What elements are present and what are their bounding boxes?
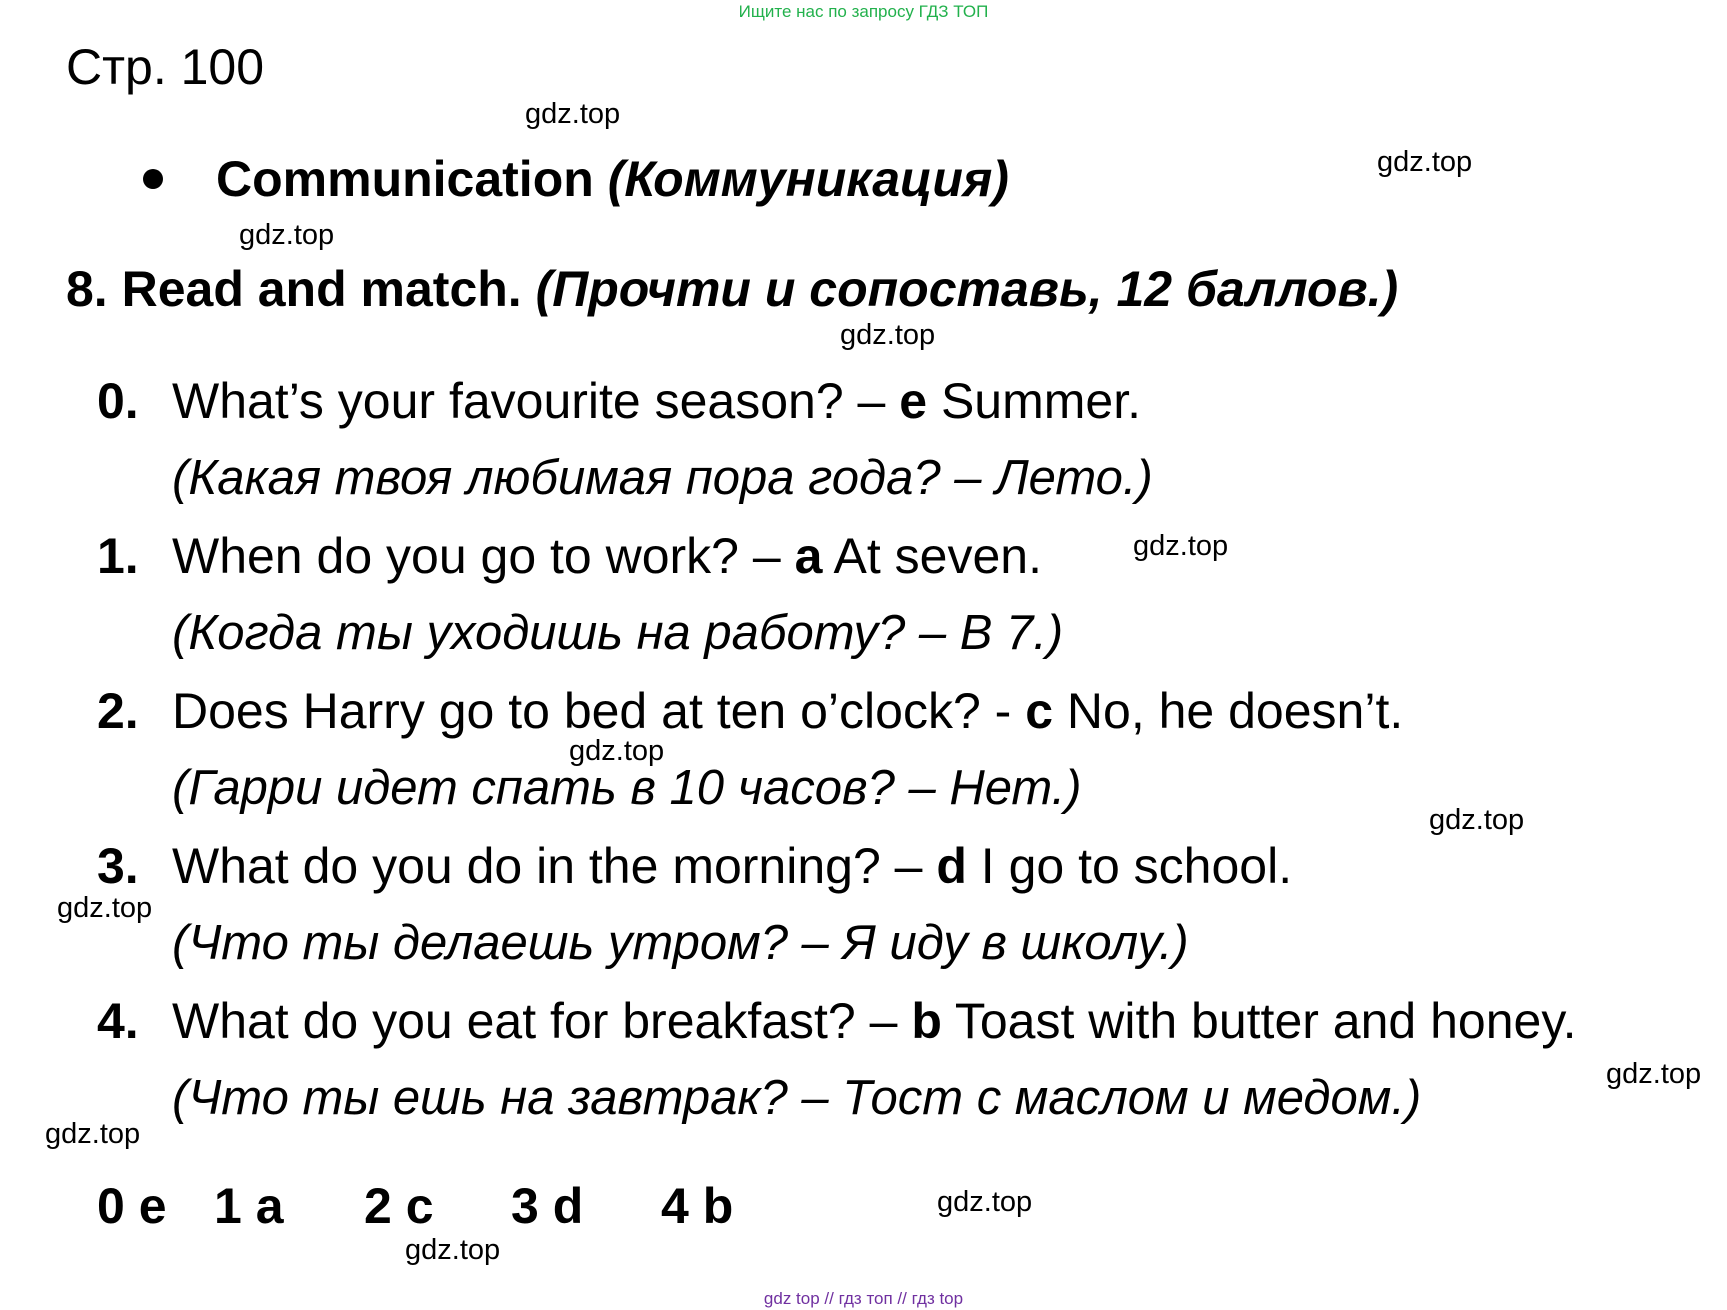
watermark: gdz.top bbox=[840, 319, 936, 351]
item-translation: (Когда ты уходишь на работу? – В 7.) bbox=[172, 606, 1064, 660]
answer-letter: c bbox=[1025, 683, 1054, 739]
answer-key-item: 0 e bbox=[97, 1178, 167, 1234]
watermark: gdz.top bbox=[937, 1186, 1033, 1218]
item-number: 0. bbox=[97, 373, 139, 429]
answer-text: Summer. bbox=[927, 373, 1142, 429]
item-translation: (Что ты ешь на завтрак? – Тост с маслом и медом.) bbox=[172, 1071, 1422, 1125]
watermark: gdz.top bbox=[57, 892, 153, 924]
answer-letter: e bbox=[899, 373, 928, 429]
bullet-icon bbox=[143, 169, 163, 189]
answer-key-item: 2 c bbox=[364, 1178, 434, 1234]
footer-text: gdz top // гдз топ // гдз top bbox=[763, 1289, 964, 1308]
answer-text: At seven. bbox=[822, 528, 1042, 584]
section-title-en: Communication bbox=[216, 151, 594, 207]
answer-key-item: 4 b bbox=[661, 1178, 734, 1234]
item-question bbox=[172, 527, 1042, 585]
answer-text: No, he doesn’t. bbox=[1053, 683, 1404, 739]
section-title bbox=[216, 150, 1009, 208]
item-translation: (Какая твоя любимая пора года? – Лето.) bbox=[172, 451, 1153, 505]
top-banner: Ищите нас по запросу ГДЗ ТОП bbox=[738, 2, 989, 21]
item-translation: (Гарри идет спать в 10 часов? – Нет.) bbox=[172, 761, 1082, 815]
task-title-en: 8. Read and match. bbox=[66, 261, 522, 317]
watermark: gdz.top bbox=[525, 98, 621, 130]
question-text: What do you eat for breakfast? – bbox=[172, 993, 912, 1049]
question-text: What’s your favourite season? – bbox=[172, 373, 900, 429]
item-number: 1. bbox=[97, 528, 139, 584]
task-title bbox=[66, 260, 1398, 318]
section-title-ru: (Коммуникация) bbox=[607, 151, 1009, 207]
answer-key-item: 3 d bbox=[511, 1178, 584, 1234]
watermark: gdz.top bbox=[1377, 146, 1473, 178]
question-text: Does Harry go to bed at ten o’clock? - bbox=[172, 683, 1026, 739]
watermark: gdz.top bbox=[1606, 1058, 1702, 1090]
item-question bbox=[172, 682, 1403, 740]
watermark: gdz.top bbox=[569, 735, 665, 767]
answer-text: I go to school. bbox=[966, 838, 1293, 894]
item-question bbox=[172, 372, 1141, 430]
question-text: When do you go to work? – bbox=[172, 528, 795, 584]
watermark: gdz.top bbox=[1429, 804, 1525, 836]
task-title-ru: (Прочти и сопоставь, 12 баллов.) bbox=[535, 261, 1399, 317]
page-reference: Стр. 100 bbox=[66, 39, 265, 95]
item-number: 4. bbox=[97, 993, 139, 1049]
watermark: gdz.top bbox=[1133, 530, 1229, 562]
watermark: gdz.top bbox=[405, 1234, 501, 1266]
answer-letter: a bbox=[794, 528, 823, 584]
item-translation: (Что ты делаешь утром? – Я иду в школу.) bbox=[172, 916, 1189, 970]
item-number: 3. bbox=[97, 838, 139, 894]
item-question bbox=[172, 837, 1292, 895]
item-question bbox=[172, 992, 1577, 1050]
watermark: gdz.top bbox=[45, 1118, 141, 1150]
watermark: gdz.top bbox=[239, 219, 335, 251]
answer-key-item: 1 a bbox=[214, 1178, 284, 1234]
item-number: 2. bbox=[97, 683, 139, 739]
answer-letter: d bbox=[936, 838, 967, 894]
answer-letter: b bbox=[911, 993, 942, 1049]
answer-text: Toast with butter and honey. bbox=[941, 993, 1577, 1049]
question-text: What do you do in the morning? – bbox=[172, 838, 937, 894]
